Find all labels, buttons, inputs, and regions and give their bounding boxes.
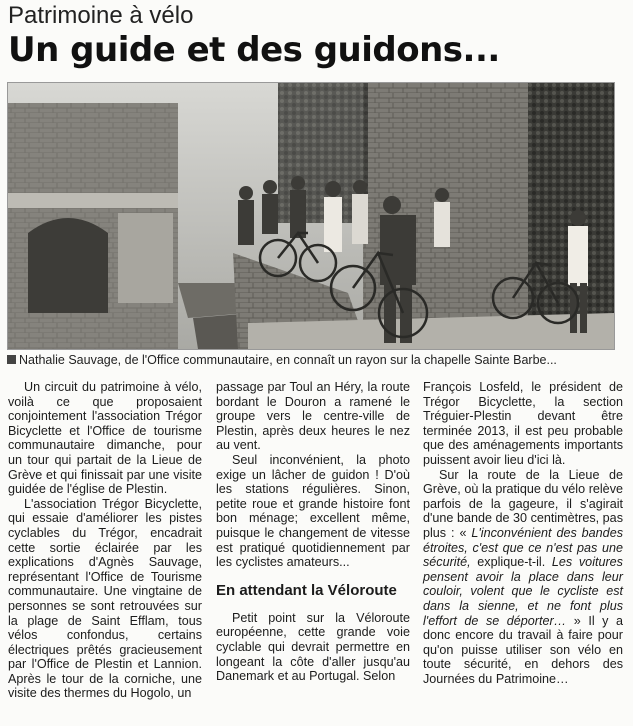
text-run: Sur la route de la Lieue de Grève, où la pratique du vélo relève parfois de la gageure, il s'agirait d'une bande de 30 centimètres, pas plus : « <box>423 467 623 540</box>
caption-text: Nathalie Sauvage, de l'Office communautaire, en connaît un rayon sur la chapelle Sainte Barbe... <box>19 353 557 367</box>
text-run: » Il y a donc encore du travail à faire pour qu'on puisse utiliser son vélo en toute sécurité, en dehors des Journées du Patrimoine… <box>423 613 623 686</box>
article-photo <box>7 82 615 350</box>
quote-run: Les voitures pensent avoir la place dans leur couloir, volent que le cycliste est dans la sienne, et ne font plus l'effort de se déporter… <box>423 555 623 628</box>
photo-caption <box>7 351 627 369</box>
paragraph-3: passage par Toul an Héry, la route bordant le Douron a ramené le groupe vers le centre-ville de Plestin, après deux heures le nez au vent. <box>216 380 410 453</box>
paragraph-2: L'association Trégor Bicyclette, qui essaie d'améliorer les pistes cyclables du Trégor, encadrait cette sortie éclairée par les explications d'Agnès Sauvage, représentant l'Office de Tourisme communautaire. Une vingtaine de personnes se sont retrouvées sur la plage de Saint Efflam, tous vélos confondus, certains électriques prêtés gracieusement par l'Office de Plestin et Lannion. Après le tour de la corniche, une visite des thermes du Hogolo, un <box>8 496 202 701</box>
paragraph-6: François Losfeld, le président de Trégor Bicyclette, la section Tréguier-Plestin devant être terminée 2013, il est peu probable que des aménagements importants puissent avoir lieu d'ici là. <box>423 380 623 467</box>
paragraph-5: Petit point sur la Véloroute européenne, cette grande voie cyclable qui devrait permettre en longeant la côte d'aller jusqu'au Danemark et au Portugal. Selon <box>216 610 410 684</box>
paragraph-1: Un circuit du patrimoine à vélo, voilà ce que proposaient conjointement l'association Trégor Bicyclette et l'Office de tourisme communautaire dimanche, pour un tour qui partait de la Lieue de Grève et qui finissait par une visite guidée de l'église de Plestin. <box>8 380 202 497</box>
paragraph-4: Seul inconvénient, la photo exige un lâcher de guidon ! D'où les stations régulières. Sinon, petite roue et grande histoire font bon ménage; excellent même, puisque le changement de vitesse est pratiqué quotidiennement par les cyclistes amateurs... <box>216 452 410 570</box>
subhead: En attendant la Véloroute <box>216 581 397 599</box>
paragraph-7 <box>423 468 623 687</box>
quote-run: L'inconvénient des bandes étroites, c'est que ce n'est pas une sécurité, <box>423 525 623 570</box>
article-kicker: Patrimoine à vélo <box>8 2 194 29</box>
column-2 <box>216 380 410 684</box>
cyclists-at-chapel-photo <box>8 83 614 349</box>
caption-square-icon <box>7 355 16 364</box>
article-headline: Un guide et des guidons... <box>8 30 500 70</box>
column-3 <box>423 380 623 686</box>
text-run: explique-t-il. <box>470 555 552 570</box>
column-1 <box>8 380 202 701</box>
